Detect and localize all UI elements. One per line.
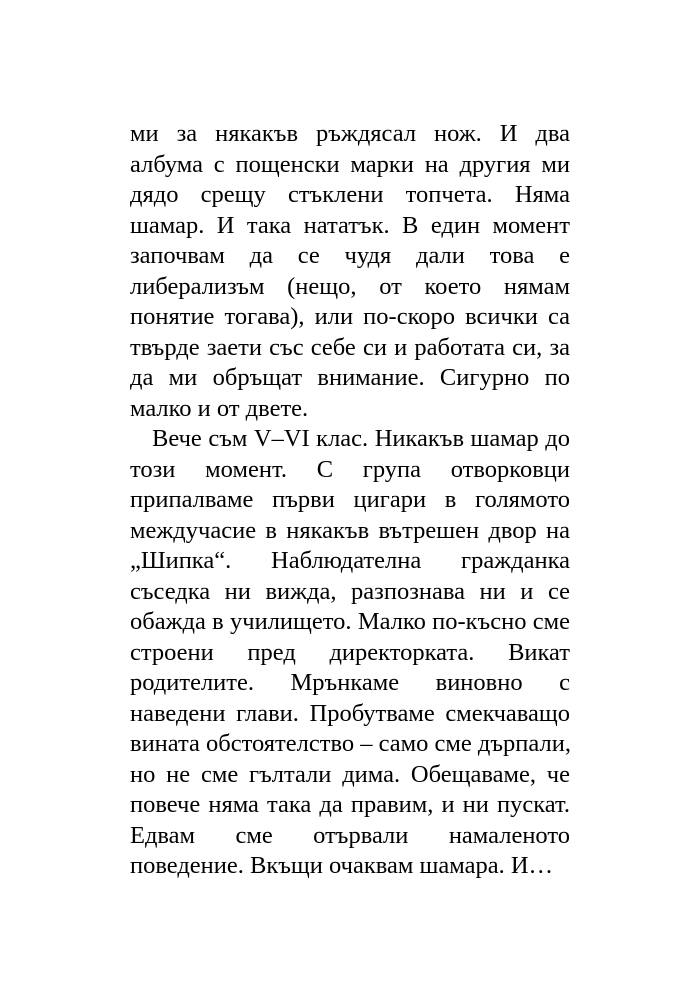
paragraph xyxy=(130,119,570,424)
text-line: шамар. И така нататък. В един момент xyxy=(130,211,570,239)
text-line: припалваме първи цигари в голямото xyxy=(130,486,570,513)
text-line: строени пред директорката. Викат xyxy=(130,638,570,666)
paragraph xyxy=(130,424,570,882)
text-line: Вече съм V–VI клас. Никакъв шамар до xyxy=(152,425,570,452)
text-line: понятие тогава), или по-скоро всички са xyxy=(130,303,570,330)
text-line: този момент. С група отворковци xyxy=(130,455,570,483)
text-line: албума с пощенски марки на другия ми xyxy=(130,150,570,178)
text-line: Едвам сме отървали намаленото xyxy=(130,821,570,849)
text-line: наведени глави. Пробутваме смекчаващо xyxy=(130,699,570,727)
text-line: да ми обръщат внимание. Сигурно по xyxy=(130,364,570,391)
text-line: междучасие в някакъв вътрешен двор на xyxy=(130,516,570,544)
text-line: вината обстоятелство – само сме дърпали, xyxy=(130,730,571,757)
text-line: либерализъм (нещо, от което нямам xyxy=(130,272,570,300)
text-line: ми за някакъв ръждясал нож. И два xyxy=(130,120,570,147)
text-line: обажда в училището. Малко по-късно сме xyxy=(130,608,570,635)
text-line: „Шипка“. Наблюдателна гражданка xyxy=(130,547,570,574)
text-line: родителите. Мрънкаме виновно с xyxy=(130,669,570,696)
text-line: но не сме гълтали дима. Обещаваме, че xyxy=(130,760,570,788)
text-line: започвам да се чудя дали това е xyxy=(130,242,570,269)
text-line: малко и от двете. xyxy=(130,394,309,422)
text-line: дядо срещу стъклени топчета. Няма xyxy=(130,181,570,208)
text-line: поведение. Вкъщи очаквам шамара. И… xyxy=(130,852,554,879)
page-body xyxy=(130,119,570,882)
text-line: съседка ни вижда, разпознава ни и се xyxy=(130,577,570,605)
text-line: повече няма така да правим, и ни пускат. xyxy=(130,791,570,818)
text-line: твърде заети със себе си и работата си, за xyxy=(130,333,570,361)
